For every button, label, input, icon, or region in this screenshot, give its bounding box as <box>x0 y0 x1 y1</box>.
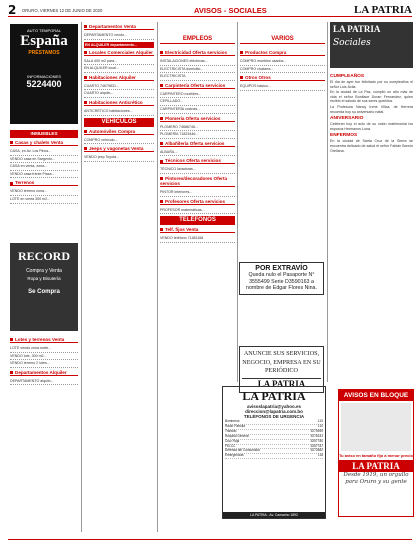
list-item: CEPILLADO... <box>160 98 235 106</box>
column-divider <box>81 22 82 532</box>
paragraph: El día de ayer fue felicitado por su cumpleaños el señor Luis Ávila. <box>330 80 413 89</box>
directory-row: Cruz Roja 5257780 <box>225 438 323 443</box>
column-1-lower: Lotes y terrenos Venta LOTE vendo zona norte... VENDO lote, 300 m2... VENDO terreno 2 lotes... Departamentos Alquiler DEPARTAMENTO alquilo... <box>10 335 78 530</box>
phone-directory <box>222 386 326 519</box>
directory-row: Defensa del Consumidor 5272882 <box>225 448 323 453</box>
promo-logo: LA PATRIA <box>339 460 413 472</box>
directory-footer: LA PATRIA - Av. Camacho 1892 <box>223 512 325 518</box>
section-heading: ANIVERSARIO <box>330 116 364 122</box>
cat-title: Casas y chalets Venta <box>10 140 78 146</box>
paragraph: La Profesora Nancy Irene Villca, de Herrera recuerda hoy su aniversario natal. <box>330 104 413 114</box>
list-item: CUARTO 74679831... <box>84 83 154 91</box>
sociales-title: Sociales <box>333 38 371 48</box>
directory-email-2: direccion@lapatria.com.bo <box>245 409 303 414</box>
list-item: ELECTRICISTA domicilio... <box>160 66 235 74</box>
sociales-text <box>330 72 413 387</box>
column-2: Departamentos Venta DEPARTAMENTO vendo... EN ALQUILER departamento... Locales Comerciales Alquiler SALA 400 m2 para... EN ALQUILER local... Habitaciones Alquiler CUARTO 74679831... CUARTO alquilo... Habitaciones Anticrético ANTICRÉTICO habitaciones... VEHÍCULOS Automóviles Compra COMPRO vehículo... Jeeps y vagonetas Venta VENDO jeep Toyota... <box>84 22 154 522</box>
sociales-banner <box>330 22 413 68</box>
directory-logo: LA PATRIA <box>242 389 306 403</box>
list-item: CARPINTERO muebles... <box>160 91 235 99</box>
telefonos-heading: TELÉFONOS <box>160 216 235 225</box>
list-item: PINTOR interiores... <box>160 189 235 197</box>
list-item: COMPRO vehículo... <box>84 137 154 145</box>
list-item: TÉCNICO lavadoras... <box>160 166 235 174</box>
page-number: 2 <box>8 3 17 17</box>
list-item: EQUIPOS básico... <box>240 83 325 91</box>
list-item: PLOMERÍA 71823446... <box>160 131 235 139</box>
list-item: CASA en venta, zona... <box>10 163 78 171</box>
list-item: PLOMERO 74686746... <box>160 124 235 132</box>
highlight-ad: EN ALQUILER departamento... <box>84 42 154 48</box>
directory-row: Tránsito 5275959 <box>225 428 323 433</box>
section-title: AVISOS - SOCIALES <box>194 6 267 15</box>
list-item: VENDO terreno zona... <box>10 188 78 196</box>
section-heading: CUMPLEAÑOS <box>330 74 365 79</box>
list-item: VENDO lote, 300 m2... <box>10 353 78 361</box>
paragraph: En la ciudad de La Paz, cumplió un año más de vida el señor Boniface Duran Fernandez, quien recibió el saludo de sus seres queridos. <box>330 90 413 104</box>
promo-heading: AVISOS EN BLOQUE <box>339 390 413 401</box>
list-item: LOTE en venta 300 m2... <box>10 196 78 204</box>
list-item: LOTE vendo zona norte... <box>10 345 78 353</box>
auto-temporal-ad: AUTO TEMPORAL España PRÉSTAMOS INFORMACIONES 5224400 <box>10 24 78 124</box>
list-item: SALA 400 m2 para... <box>84 58 154 66</box>
list-item: INSTALACIONES eléctricas... <box>160 58 235 66</box>
bottom-rule <box>8 539 412 540</box>
empleos-heading: EMPLEOS <box>160 36 235 44</box>
directory-row: Hospital General 5276151 <box>225 433 323 438</box>
list-item: VENDO casa en Sargento... <box>10 156 78 164</box>
paragraph: En la ciudad de Santa Cruz de la Sierra se encuentra delicado de salud el señor Fabián Barrón Orellana. <box>330 139 413 153</box>
list-item: CASA, en Av. Los Pinos... <box>10 148 78 156</box>
page-header <box>8 5 412 17</box>
column-1 <box>10 128 78 204</box>
column-divider <box>327 22 328 382</box>
promo-slogan-box: Tu aviso en tamaño fijo a menor precio <box>339 453 413 458</box>
promo-image <box>341 403 411 451</box>
newspaper-logo: LA PATRIA <box>354 4 412 16</box>
list-item: DEPARTAMENTO vendo... <box>84 32 154 40</box>
list-item: CARPINTERÍA cocinas... <box>160 106 235 114</box>
section-heading: ENFERMOS <box>330 133 358 139</box>
list-item: ELECTRICISTA <box>160 73 235 81</box>
list-item: PROFESOR matemáticas... <box>160 207 235 215</box>
advertise-text: ANUNCIE SUS SERVICIOS, NEGOCIO, EMPRESA EN SU PERIÓDICO <box>242 350 321 374</box>
list-item: COMPRO chatarra... <box>240 66 325 74</box>
page-date: ORURO, VIERNES 12 DE JUNIO DE 2020 <box>22 8 103 13</box>
list-item: ANTICRÉTICO habitaciones... <box>84 108 154 116</box>
list-item: VENDO terreno 2 lotes... <box>10 360 78 368</box>
lost-notice <box>239 262 324 295</box>
ad-phone: 5224400 <box>26 79 62 89</box>
phones-title: TELÉFONOS DE URGENCIA <box>243 414 305 419</box>
vehiculos-heading: VEHÍCULOS <box>84 118 154 127</box>
column-4: Productos Compra COMPRO muebles usados... COMPRO chatarra... Otros Otros EQUIPOS básico... <box>240 48 325 258</box>
directory-email: avisoslapatria@yahoo.es <box>247 404 301 409</box>
inmuebles-heading: INMUEBLES <box>10 130 78 138</box>
list-item: VENDO casa frente Plaza... <box>10 171 78 179</box>
block-ads-promo <box>338 389 414 517</box>
list-item: ALBAÑIL... <box>160 149 235 157</box>
list-item: COMPRO muebles usados... <box>240 58 325 66</box>
list-item: CUARTO alquilo... <box>84 90 154 98</box>
varios-heading: VARIOS <box>240 36 325 44</box>
list-item: DEPARTAMENTO alquilo... <box>10 378 78 386</box>
notice-body: Queda nulo el Pasaporte N° 3555499 Serie D3590163 a nombre de Edgar Flores Nina. <box>246 272 317 291</box>
list-item: EN ALQUILER local... <box>84 65 154 73</box>
paragraph: Celebran hoy el acto de su unión matrimonial los esposos Hermanos Luna. <box>330 122 413 131</box>
list-item: VENDO teléfono 71481168 <box>160 235 235 243</box>
directory-row: Bomberos 119 <box>225 419 323 423</box>
column-3: Electricidad Oferta servicios INSTALACIONES eléctricas... ELECTRICISTA domicilio... ELECTRICISTA Carpintería Oferta servicios CARPINTERO muebles... CEPILLADO... CARPINTERÍA cocinas... Plomería Oferta servicios PLOMERO 74686746... PLOMERÍA 71823446... Albañilería Oferta servicios ALBAÑIL... Técnicos Oferta servicios TÉCNICO lavadoras... Pintores/decoradores Oferta servicios PINTOR interiores... Profesores Oferta servicios PROFESOR matemáticas... TELÉFONOS Telf. fijos Venta VENDO teléfono 71481168 <box>160 48 235 528</box>
notice-title: POR EXTRAVÍO <box>255 265 308 272</box>
directory-row: FELCC 5257787 <box>225 443 323 448</box>
column-divider <box>237 22 238 382</box>
advertise-logo: LA PATRIA <box>242 378 321 389</box>
sociales-logo: LA PATRIA <box>333 24 381 34</box>
promo-slogan: Desde 1919, un orgullo para Oruro y su gente <box>343 472 409 485</box>
ad-brand: España <box>20 33 68 49</box>
directory-row: Radio Patrulla 110 <box>225 423 323 428</box>
list-item: VENDO jeep Toyota... <box>84 154 154 162</box>
cat-title: Terrenos <box>10 180 78 186</box>
record-ad: RECORD Compra y Venta Ropa y Bisutería Se Compra <box>10 243 78 331</box>
directory-row: Emergencias 118 <box>225 453 323 458</box>
column-divider <box>157 22 158 532</box>
